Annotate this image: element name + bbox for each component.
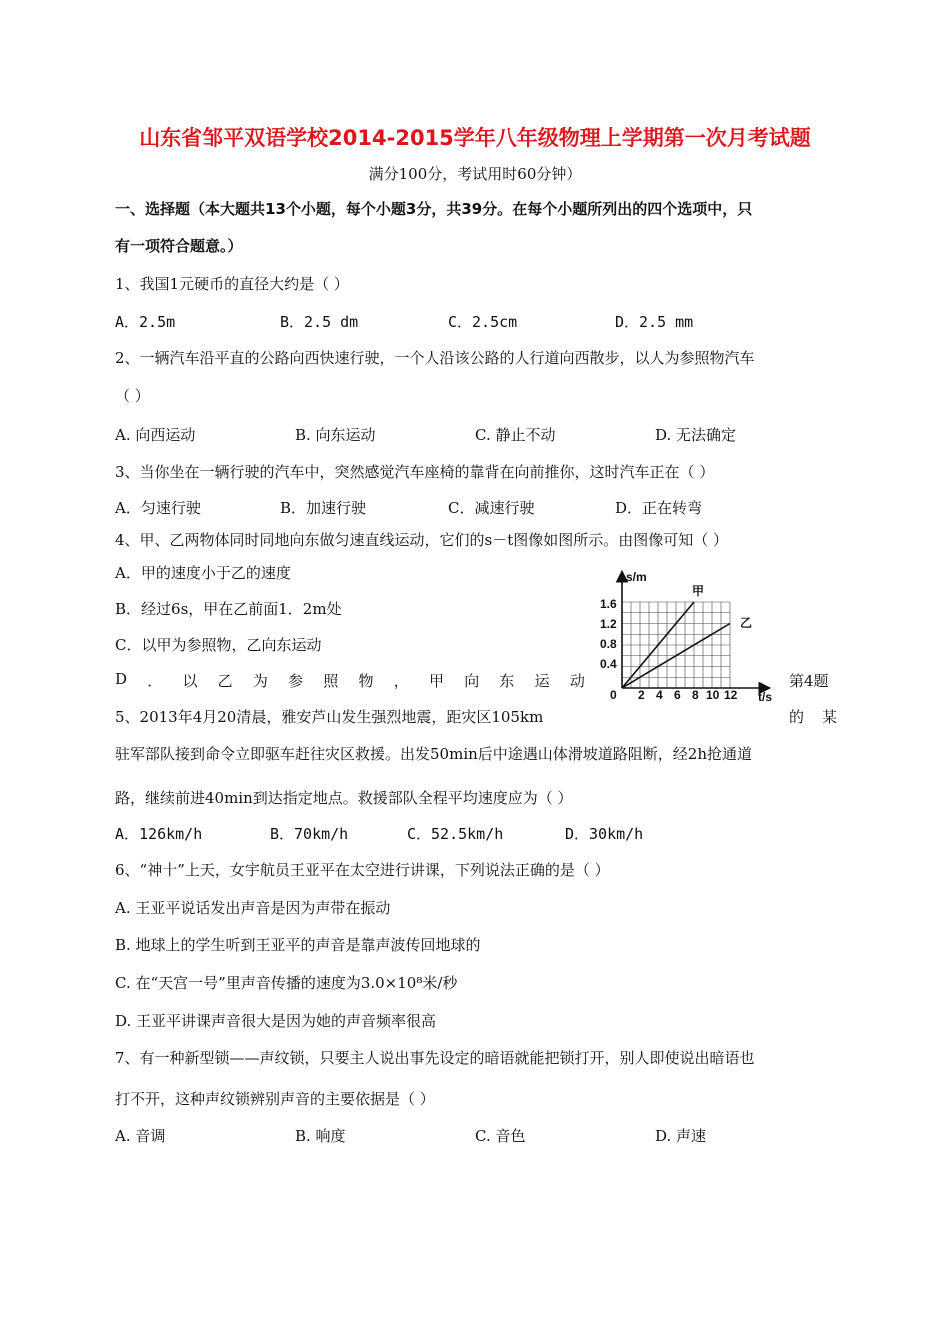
y-tick-label: 1.2 [600,617,617,631]
q6-option-a: A. 王亚平说话发出声音是因为声带在振动 [115,899,391,917]
question-6-stem: 6、“神十”上天，女宇航员王亚平在太空进行讲课，下列说法正确的是（ ） [115,861,610,879]
series-label-jia: 甲 [692,584,705,598]
q5-option-b: B．70km/h [270,825,349,843]
x-tick-label: 6 [674,688,681,702]
q3-option-d: D．正在转弯 [615,499,703,517]
y-tick-label: 1.6 [600,597,617,611]
x-tick-label: 0 [610,688,617,702]
q3-option-a: A．匀速行驶 [115,499,201,517]
question-3-stem: 3、当你坐在一辆行驶的汽车中，突然感觉汽车座椅的靠背在向前推你，这时汽车正在（ ） [115,463,715,481]
q6-option-c: C. 在“天宫一号”里声音传播的速度为3.0×10⁸米/秒 [115,974,458,992]
q4-option-c: C．以甲为参照物，乙向东运动 [115,636,322,654]
q2-option-c: C. 静止不动 [475,426,556,444]
q6-option-b: B. 地球上的学生听到王亚平的声音是靠声波传回地球的 [115,936,481,954]
y-tick-label: 0.4 [600,657,617,671]
q4-option-a: A．甲的速度小于乙的速度 [115,564,291,582]
section-heading: 一、选择题（本大题共13个小题，每个小题3分，共39分。在每个小题所列出的四个选项中，只 [115,200,753,218]
question-2-stem: 2、一辆汽车沿平直的公路向西快速行驶，一个人沿该公路的人行道向西散步，以人为参照物汽车 [115,349,755,367]
q7-option-c: C. 音色 [475,1127,526,1145]
question-7-stem-cont: 打不开，这种声纹锁辨别声音的主要依据是（ ） [115,1090,435,1108]
graph-grid [622,602,730,688]
question-5-stem-tail: 的 某 [789,708,837,726]
q7-option-a: A. 音调 [115,1127,166,1145]
series-label-yi: 乙 [740,616,753,630]
q3-option-b: B．加速行驶 [280,499,367,517]
question-2-stem-cont: （ ） [115,387,150,405]
q5-option-d: D．30km/h [565,825,644,843]
q2-option-b: B. 向东运动 [295,426,376,444]
question-5-stem-line3: 路，继续前进40min到达指定地点。救援部队全程平均速度应为（ ） [115,789,573,807]
q5-option-c: C．52.5km/h [407,825,504,843]
x-tick-label: 8 [692,688,699,702]
y-tick-label: 0.8 [600,637,617,651]
q6-option-d: D. 王亚平讲课声音很大是因为她的声音频率很高 [115,1012,437,1030]
q1-option-b: B．2.5 dm [280,313,359,331]
page-subtitle: 满分100分，考试用时60分钟） [368,165,582,183]
q2-option-d: D. 无法确定 [655,426,737,444]
x-axis-label: t/s [758,690,773,704]
question-1-stem: 1、我国1元硬币的直径大约是（ ） [115,275,349,293]
q1-option-c: C．2.5cm [448,313,518,331]
figure-caption: 第4题 [789,672,829,690]
x-tick-label: 2 [638,688,645,702]
question-7-stem: 7、有一种新型锁——声纹锁，只要主人说出事先设定的暗语就能把锁打开，别人即使说出暗语也 [115,1049,755,1067]
question-4-stem: 4、甲、乙两物体同时同地向东做匀速直线运动，它们的s－t图像如图所示。由图像可知（ ） [115,531,729,549]
q7-option-d: D. 声速 [655,1127,707,1145]
q1-option-d: D．2.5 mm [615,313,694,331]
x-tick-label: 4 [656,688,663,702]
x-tick-label: 10 [706,688,720,702]
q7-option-b: B. 响度 [295,1127,346,1145]
section-heading-cont: 有一项符合题意。） [115,237,243,255]
q4-option-b: B．经过6s，甲在乙前面1．2m处 [115,600,342,618]
question-5-stem-line2: 驻军部队接到命令立即驱车赶往灾区救援。出发50min后中途遇山体滑坡道路阻断，经2h抢通道 [115,745,752,763]
q2-option-a: A. 向西运动 [115,426,196,444]
q3-option-c: C．减速行驶 [448,499,535,517]
page-title: 山东省邹平双语学校2014-2015学年八年级物理上学期第一次月考试题 [139,126,811,150]
q4-option-d: D ． 以 乙 为 参 照 物 ， 甲 向 东 运 动 [115,670,585,690]
y-axis-label: s/m [626,570,647,584]
question-5-stem: 5、2013年4月20清晨，雅安芦山发生强烈地震，距灾区105km [115,708,544,726]
x-tick-label: 12 [724,688,738,702]
q5-option-a: A．126km/h [115,825,203,843]
q1-option-a: A．2.5m [115,313,176,331]
st-graph [598,565,778,705]
